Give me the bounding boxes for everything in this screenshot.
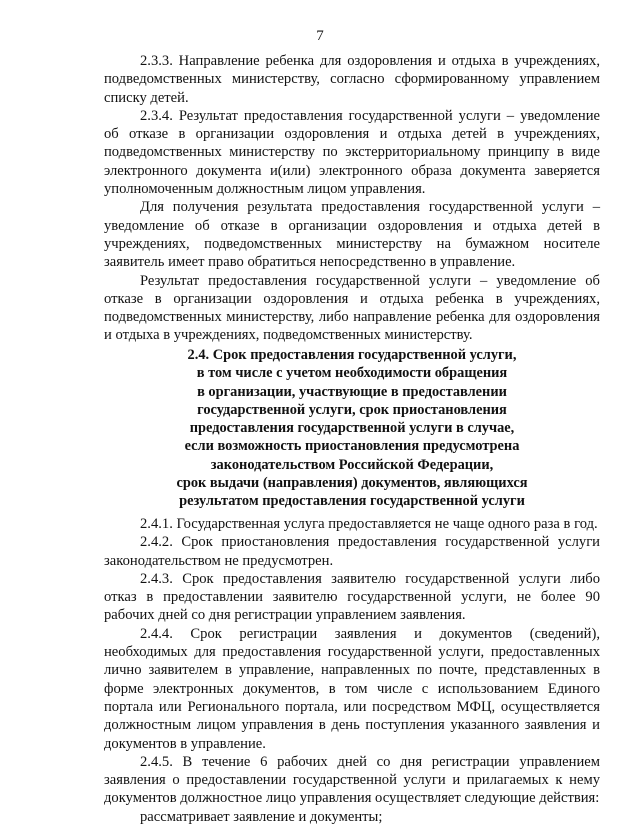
section-2-4-heading	[104, 346, 600, 511]
heading-line: срок выдачи (направления) документов, являющихся	[176, 475, 528, 492]
heading-line: законодательством Российской Федерации,	[210, 456, 494, 473]
heading-line: в организации, участвующие в предоставлении	[197, 383, 507, 400]
section-2-4-text	[104, 515, 600, 826]
heading-line: государственной услуги, срок приостановления	[197, 401, 507, 418]
paragraph-paper-result: Для получения результата предоставления государственной услуги – уведомление об отказе в организации оздоровления и отдыха детей в учреждениях, подведомственных министерству на бумажном носителе заявитель имеет право обратиться непосредственно в управление.	[104, 199, 600, 271]
paragraph-2-3-4: 2.3.4. Результат предоставления государственной услуги – уведомление об отказе в организации оздоровления и отдыха детей в учреждениях, подведомственных министерству по экстерриториальному принципу в виде электронного документа и(или) электронного образа документа заверяется уполномоченным должностным лицом управления.	[104, 107, 600, 198]
heading-line: результатом предоставления государственной услуги	[179, 493, 525, 510]
paragraph-2-4-1: 2.4.1. Государственная услуга предоставляется не чаще одного раза в год.	[140, 516, 598, 532]
paragraph-2-4-2: 2.4.2. Срок приостановления предоставления государственной услуги законодательством не предусмотрен.	[104, 534, 600, 569]
paragraph-action-item: рассматривает заявление и документы;	[140, 808, 383, 825]
page-number: 7	[316, 28, 324, 44]
heading-line: если возможность приостановления предусмотрена	[184, 438, 520, 455]
section-2-3-text	[104, 52, 600, 345]
paragraph-2-4-5: 2.4.5. В течение 6 рабочих дней со дня регистрации управлением заявления о предоставлении государственной услуги и прилагаемых к нему документов должностное лицо управления осуществляет следующие действия:	[104, 753, 600, 807]
paragraph-2-4-3: 2.4.3. Срок предоставления заявителю государственной услуги либо отказ в предоставлении заявителю государственной услуги, не более 90 рабочих дней со дня регистрации управлением заявления.	[104, 570, 600, 624]
paragraph-result-summary: Результат предоставления государственной услуги – уведомление об отказе в организации оздоровления и отдыха ребенка в учреждениях, подведомственных министерству, либо направление ребенка для оздоровления и отдыха в учреждениях, подведомственных министерству.	[104, 272, 600, 344]
paragraph-2-3-3: 2.3.3. Направление ребенка для оздоровления и отдыха в учреждениях, подведомственных министерству, согласно сформированному управлением списку детей.	[104, 53, 600, 106]
heading-line: предоставления государственной услуги в случае,	[189, 420, 515, 437]
heading-line: в том числе с учетом необходимости обращения	[196, 365, 508, 382]
heading-line: 2.4. Срок предоставления государственной услуги,	[187, 347, 517, 363]
paragraph-2-4-4: 2.4.4. Срок регистрации заявления и документов (сведений), необходимых для предоставления государственной услуги, предоставленных лично заявителем в управление, направленных по почте, представленных в форме электронных документов, в том числе с использованием Единого портала или Регионального портала, или посредством МФЦ, осуществляется должностным лицом управления в день поступления указанного заявления и документов в управление.	[104, 625, 600, 752]
